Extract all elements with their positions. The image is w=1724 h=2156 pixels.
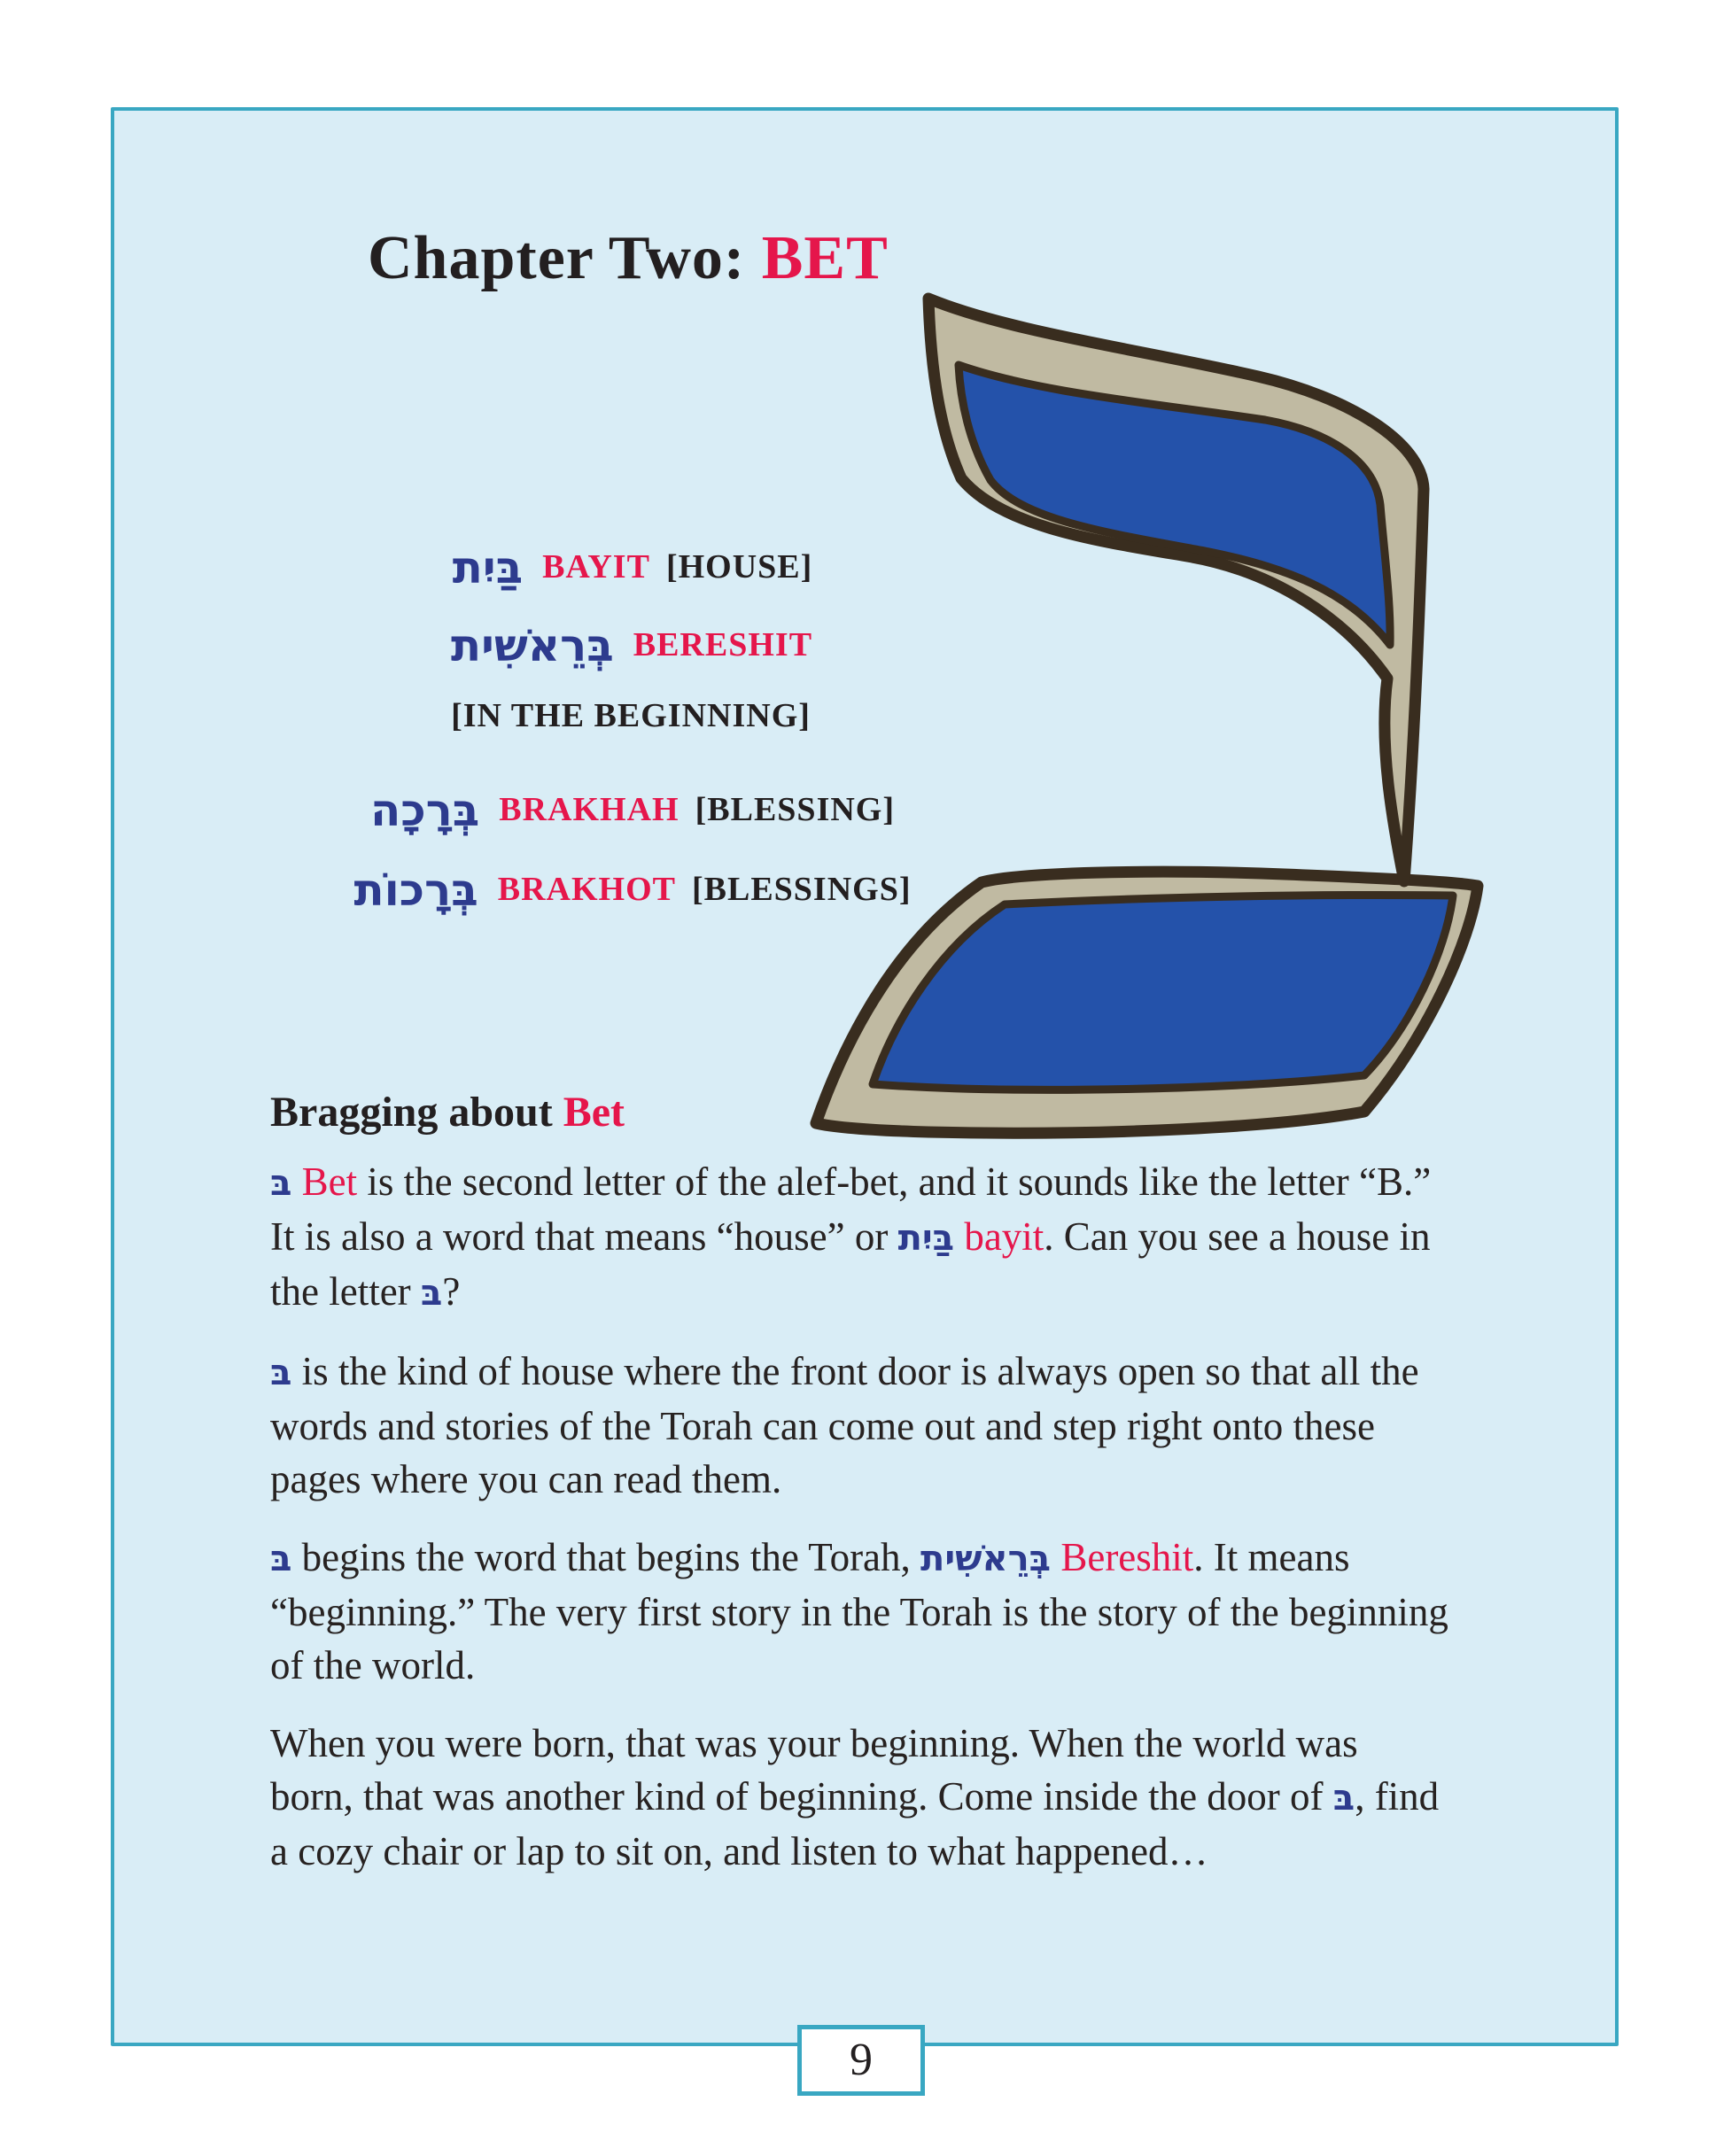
- inline-hebrew-bet: בַּיִת: [897, 1218, 955, 1259]
- body-text: ?: [442, 1269, 461, 1314]
- chapter-title-highlight: BET: [761, 224, 889, 292]
- inline-hebrew-bet: בּ: [270, 1539, 292, 1579]
- page-number: 9: [850, 2035, 873, 2085]
- body-text: [291, 1159, 301, 1204]
- body-text: When you were born, that was your beginning. When the world was born, that was another kind of beginning. Come inside the door of: [270, 1721, 1358, 1819]
- highlighted-word: Bereshit: [1060, 1535, 1194, 1579]
- body-text: [954, 1214, 964, 1259]
- page-number-box: [797, 2025, 925, 2096]
- body-paragraph: [270, 1717, 1448, 1878]
- highlighted-word: bayit: [964, 1214, 1044, 1259]
- gloss: [BLESSING]: [695, 791, 896, 828]
- section-heading-highlight: Bet: [563, 1089, 625, 1136]
- body-text: [1051, 1535, 1060, 1579]
- section-heading-prefix: Bragging about: [270, 1089, 563, 1136]
- transliteration: BERESHIT: [633, 626, 813, 663]
- hebrew-word: בַּיִת: [452, 542, 524, 593]
- chapter-title-prefix: Chapter Two:: [368, 224, 762, 292]
- hebrew-word: בְּרֵאשִׁית: [450, 620, 614, 671]
- gloss: [HOUSE]: [665, 548, 813, 586]
- highlighted-word: Bet: [301, 1159, 358, 1204]
- body-text: . It means “beginning.” The very first story in the Torah is the story of the beginning of the world.: [270, 1535, 1448, 1687]
- inline-hebrew-bet: בּ: [270, 1353, 292, 1393]
- transliteration: BRAKHOT: [497, 871, 676, 908]
- hebrew-word: בְּרָכוֹת: [353, 865, 478, 916]
- gloss: [IN THE BEGINNING]: [451, 697, 811, 734]
- body-text: . Can you see a house in the letter: [270, 1214, 1431, 1314]
- inline-hebrew-bet: בּ: [420, 1273, 443, 1314]
- body-text: is the second letter of the alef-bet, and it sounds like the letter “B.” It is also a word that means “house” or: [270, 1159, 1432, 1259]
- inline-hebrew-bet: בּ: [270, 1163, 292, 1204]
- body-paragraph: [270, 1531, 1448, 1692]
- inline-hebrew-bet: בּ: [1332, 1778, 1355, 1819]
- inline-hebrew-bet: בְּרֵאשִׁית: [920, 1539, 1052, 1579]
- section-heading: [270, 1088, 625, 1136]
- transliteration: BAYIT: [542, 548, 650, 586]
- letter-bet-illustration: [793, 283, 1528, 1147]
- transliteration: BRAKHAH: [499, 791, 680, 828]
- body-text: is the kind of house where the front door is always open so that all the words and stories of the Torah can come out and step right onto these pages where you can read them.: [270, 1349, 1419, 1501]
- body-text: begins the word that begins the Torah,: [291, 1535, 921, 1579]
- body-paragraph: [270, 1345, 1448, 1506]
- paragraphs: [270, 1155, 1448, 1903]
- body-paragraph: [270, 1155, 1448, 1320]
- hebrew-word: בְּרָכָה: [369, 785, 480, 836]
- body-text: , find a cozy chair or lap to sit on, and listen to what happened…: [270, 1774, 1440, 1873]
- gloss: [BLESSINGS]: [691, 871, 912, 908]
